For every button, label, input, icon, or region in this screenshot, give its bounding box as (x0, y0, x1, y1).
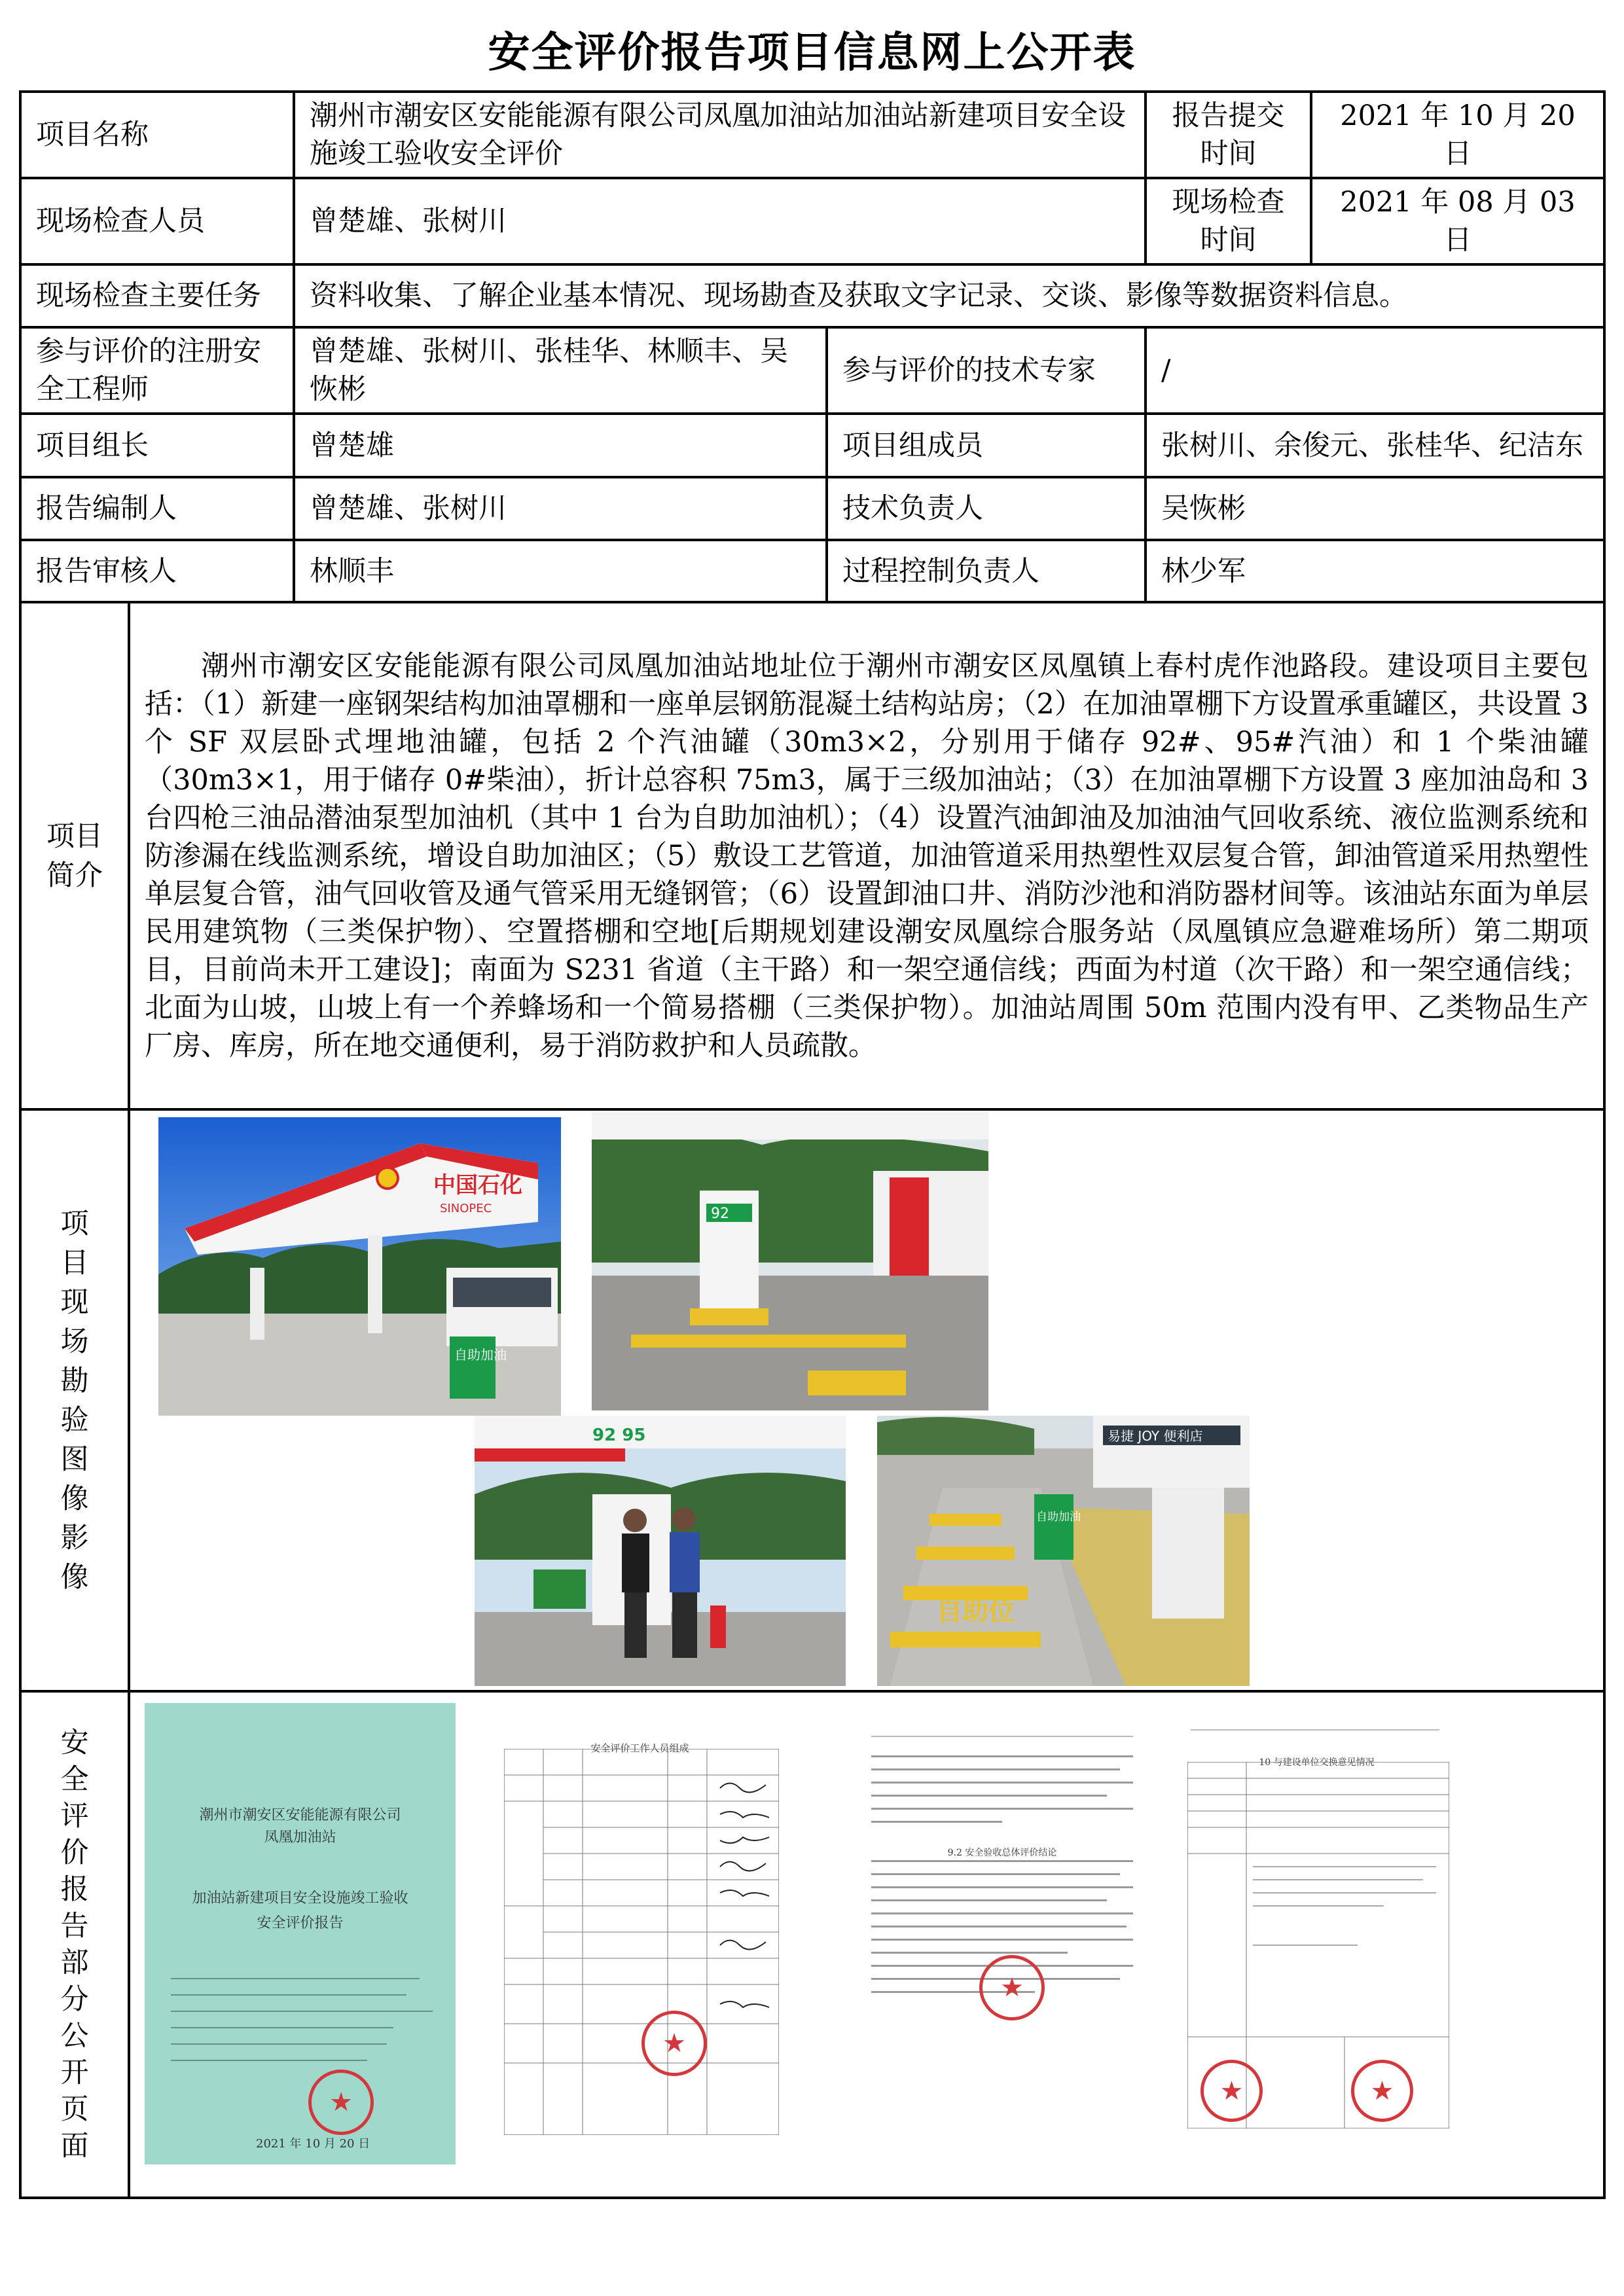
row-report-pages (20, 1691, 1604, 2198)
photo-lane-self-service: 自助加油 (1036, 1511, 1081, 1524)
row-project-name (20, 92, 1604, 178)
project-name-label: 项目名称 (20, 92, 294, 178)
photo-pump-no: 92 (711, 1206, 729, 1222)
cover-stamp-icon: ★ (308, 2070, 374, 2135)
main-tasks-label: 现场检查主要任务 (20, 264, 294, 327)
photo-lane-image (877, 1416, 1250, 1686)
tech-lead-label: 技术负责人 (827, 477, 1146, 540)
photo-brand-en-text: SINOPEC (440, 1202, 492, 1215)
photo-people-image (475, 1416, 846, 1686)
page-title: 安全评价报告项目信息网上公开表 (488, 28, 1136, 77)
photo-brand-text: 中国石化 (433, 1172, 522, 1198)
intro-text: 潮州市潮安区安能能源有限公司凤凰加油站地址位于潮州市潮安区凤凰镇上春村虎作池路段。建设项目主要包括：（1）新建一座钢架结构加油罩棚和一座单层钢筋混凝土结构站房；（2）在加油罩棚下方设置承重罐区，共设置 3 个 SF 双层卧式埋地油罐，包括 2 个汽油罐（30m3×2，分别用于储存 92#、95#汽油）和 1 个柴油罐（30m3×1，用于储存 0#柴油），折计总容积 75m3，属于三级加油站；（3）在加油罩棚下方设置 3 座加油岛和 3 台四枪三油品潜油泵型加油机（其中 1 台为自助加油机）；（4）设置汽油卸油及加油油气回收系统、液位监测系统和防渗漏在线监测系统，增设自助加油区；（5）敷设工艺管道，加油管道采用热塑性双层复合管，卸油管道采用热塑性单层复合管，油气回收管及通气管采用无缝钢管；（6）设置卸油口井、消防沙池和消防器材间等。该油站东面为单层民用建筑物（三类保护物）、空置搭棚和空地[后期规划建设潮安凤凰综合服务站（凤凰镇应急避难场所）第二期项目，目前尚未开工建设]；南面为 S231 省道（主干路）和一架空通信线；西面为村道（次干路）和一架空通信线；北面为山坡，山坡上有一个养蜂场和一个简易搭棚（三类保护物）。加油站周围 50m 范围内没有甲、乙类物品生产厂房、库房，所在地交通便利，易于消防救护和人员疏散。 (129, 602, 1604, 1109)
report-feedback-page (1164, 1703, 1469, 2164)
site-inspectors-value: 曾楚雄、张树川 (294, 178, 1146, 264)
report-submit-time-label: 报告提交时间 (1146, 92, 1311, 178)
tech-experts-label: 参与评价的技术专家 (827, 327, 1146, 414)
photo-floor-mark: 自助位 (936, 1596, 1015, 1626)
feedback-stamp-right-icon: ★ (1351, 2060, 1413, 2122)
photo-area (130, 1112, 1603, 1689)
process-ctrl-value: 林少军 (1146, 540, 1604, 602)
staff-stamp-icon: ★ (641, 2011, 707, 2076)
cover-company: 潮州市潮安区安能能源有限公司 (199, 1807, 401, 1823)
conclusion-heading: 9.2 安全验收总体评价结论 (947, 1848, 1057, 1858)
compiler-label: 报告编制人 (20, 477, 294, 540)
report-pages-area (130, 1694, 1603, 2195)
staff-table-title: 安全评价工作人员组成 (590, 1742, 689, 1754)
cover-report-title: 加油站新建项目安全设施竣工验收 (192, 1890, 408, 1907)
project-name-value: 潮州市潮安区安能能源有限公司凤凰加油站加油站新建项目安全设施竣工验收安全评价 (294, 92, 1146, 178)
leader-value: 曾楚雄 (294, 414, 827, 477)
tech-lead-value: 吴恢彬 (1146, 477, 1604, 540)
process-ctrl-label: 过程控制负责人 (827, 540, 1146, 602)
photo-canopy (158, 1117, 561, 1416)
report-conclusion-page (845, 1703, 1159, 2164)
photo-canopy-image (158, 1117, 561, 1416)
tech-experts-value: / (1146, 327, 1604, 414)
engineers-label: 参与评价的注册安全工程师 (20, 327, 294, 414)
row-photos (20, 1109, 1604, 1691)
photo-store-text: 易捷 JOY 便利店 (1108, 1428, 1203, 1444)
conclusion-stamp-icon: ★ (979, 1955, 1045, 2020)
row-main-tasks (20, 264, 1604, 327)
site-inspection-time-label: 现场检查时间 (1146, 178, 1311, 264)
staff-table-grid (504, 1749, 779, 2135)
photo-self-service-lane (877, 1416, 1250, 1686)
members-label: 项目组成员 (827, 414, 1146, 477)
report-submit-time-value: 2021 年 10 月 20 日 (1311, 92, 1604, 178)
pages-label: 安全评价报告部分公开页面 (20, 1691, 129, 2198)
site-inspectors-label: 现场检查人员 (20, 178, 294, 264)
row-engineers (20, 327, 1604, 414)
compiler-value: 曾楚雄、张树川 (294, 477, 827, 540)
row-reviewer (20, 540, 1604, 602)
photo-people (475, 1416, 846, 1686)
site-inspection-time-value: 2021 年 08 月 03 日 (1311, 178, 1604, 264)
feedback-stamp-left-icon: ★ (1200, 2060, 1263, 2122)
row-compiler (20, 477, 1604, 540)
members-value: 张树川、余俊元、张桂华、纪洁东 (1146, 414, 1604, 477)
reviewer-label: 报告审核人 (20, 540, 294, 602)
intro-label: 项目简介 (20, 602, 129, 1109)
engineers-value: 曾楚雄、张树川、张桂华、林顺丰、吴恢彬 (294, 327, 827, 414)
row-site-inspectors (20, 178, 1604, 264)
photo-pump-nos: 92 95 (592, 1426, 646, 1445)
report-cover-page (145, 1703, 456, 2164)
photo-dispenser (592, 1112, 988, 1410)
photo-self-service-text: 自助加油 (454, 1347, 507, 1363)
report-staff-page (484, 1703, 795, 2164)
row-leader (20, 414, 1604, 477)
row-intro (20, 602, 1604, 1109)
reviewer-value: 林顺丰 (294, 540, 827, 602)
feedback-heading: 10 与建设单位交换意见情况 (1259, 1757, 1375, 1768)
photo-dispenser-image (592, 1112, 988, 1410)
cover-report-subtitle: 安全评价报告 (257, 1915, 344, 1931)
cover-station: 凤凰加油站 (264, 1829, 336, 1846)
photos-label: 项目现场勘验图像影像 (20, 1109, 129, 1691)
info-table (19, 90, 1606, 2199)
main-tasks-value: 资料收集、了解企业基本情况、现场勘查及获取文字记录、交谈、影像等数据资料信息。 (294, 264, 1604, 327)
cover-date: 2021 年 10 月 20 日 (256, 2137, 370, 2151)
leader-label: 项目组长 (20, 414, 294, 477)
